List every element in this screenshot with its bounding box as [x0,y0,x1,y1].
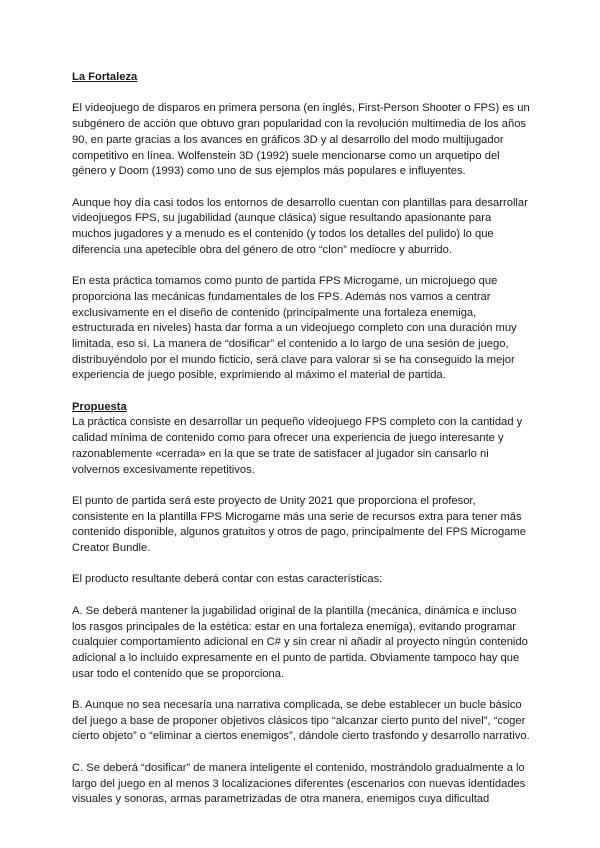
spacer [72,745,532,761]
spacer [72,86,532,102]
proposal-paragraph-2: El punto de partida será este proyecto de Unity 2021 que proporciona el profesor, consistente en la plantilla FPS Microgame más una serie de recursos extra para tener más contenido disponible, algunos gratuitos y otros de pago, principalmente del FPS Microgame Creator Bundle. [72,494,526,555]
spacer [72,258,532,274]
intro-paragraph-2: Aunque hoy día casi todos los entornos de desarrollo cuentan con plantillas para desarrollar videojuegos FPS, su jugabilidad (aunque clásica) sigue resultando apasionante para muchos jugadores y a menudo es el contenido (y todos los detalles del pulido) lo que diferencia una apetecible obra del género de otro “clon” mediocre y aburrido. [72,196,528,256]
document-page [72,70,532,808]
intro-paragraph-1: El videojuego de disparos en primera persona (en inglés, First-Person Shooter o FPS) es un subgénero de acción que obtuvo gran popularidad con la revolución multimedia de los años 90, en parte gracias a los avances en gráficos 3D y al desarrollo del modo multijugador competitivo en línea. Wolfenstein 3D (1992) suele mencionarse como un arquetipo del género y Doom (1993) como uno de sus ejemplos más populares e influyentes. [72,102,530,178]
spacer [72,384,532,400]
spacer [72,557,532,573]
requirement-c: C. Se deberá “dosificar” de manera inteligente el contenido, mostrándolo gradualmente a lo largo del juego en al menos 3 localizaciones diferentes (escenarios con nuevas identidades visuales y sonoras, armas parametrizadas de otra manera, enemigos cuya dificultad [72,761,526,806]
requirement-a: A. Se deberá mantener la jugabilidad original de la plantilla (mecánica, dinámica e incluso los rasgos principales de la estética: estar en una fortaleza enemiga), evitando programar cualquier comportamiento adicional en C# y sin crear ni añadir al proyecto ningún contenido adicional a lo incluido expresamente en el punto de partida. Obviamente tampoco hay que usar todo el contenido que se proporciona. [72,604,528,680]
section-title-propuesta: Propuesta [72,400,127,413]
intro-paragraph-3: En esta práctica tomamos como punto de partida FPS Microgame, un microjuego que proporciona las mecánicas fundamentales de los FPS. Además nos vamos a centrar exclusivamente en el diseño de contenido (principalmente una fortaleza enemiga, estructurada en niveles) hasta dar forma a un videojuego completo con una duración muy limitada, eso sí. La manera de “dosificar” el contenido a lo largo de una sesión de juego, distribuyéndolo por el mundo ficticio, será clave para valorar si se ha conseguido la mejor experiencia de juego posible, exprimiendo al máximo el material de partida. [72,275,517,382]
spacer [72,180,532,196]
requirement-b: B. Aunque no sea necesaria una narrativa complicada, se debe establecer un bucle básico del juego a base de proponer objetivos clásicos tipo “alcanzar cierto punto del nivel”, “coger cierto objeto” o “eliminar a ciertos enemigos”, dándole cierto trasfondo y desarrollo narrativo. [72,699,530,743]
proposal-paragraph-3: El producto resultante deberá contar con estas características: [72,573,383,586]
spacer [72,588,532,604]
spacer [72,478,532,494]
spacer [72,682,532,698]
document-title: La Fortaleza [72,71,138,83]
proposal-paragraph-1: La práctica consiste en desarrollar un pequeño videojuego FPS completo con la cantidad y calidad mínima de contenido como para ofrecer una experiencia de juego interesante y razonablemente «cerrada» en la que se trate de satisfacer al jugador sin cansarlo ni volvernos excesivamente repetitivos. [72,416,523,476]
